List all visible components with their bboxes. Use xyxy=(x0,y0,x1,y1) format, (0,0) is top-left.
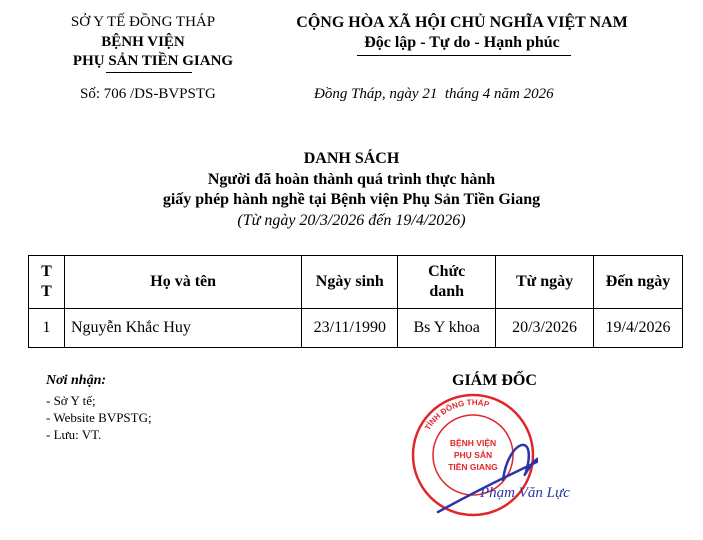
seal-text-line: BỆNH VIỆN xyxy=(449,438,497,448)
cell-to-date: 19/4/2026 xyxy=(594,309,683,348)
signer-name: Phạm Văn Lực xyxy=(480,485,570,501)
table-row xyxy=(29,309,683,348)
header-index: T T xyxy=(29,256,65,309)
signer-position: GIÁM ĐỐC xyxy=(452,372,537,389)
cell-title: Bs Y khoa xyxy=(398,309,496,348)
header-birthdate: Ngày sinh xyxy=(302,256,398,309)
cell-birthdate: 23/11/1990 xyxy=(302,309,398,348)
cell-name: Nguyễn Khắc Huy xyxy=(64,309,301,348)
document-subtitle-2: giấy phép hành nghề tại Bệnh viện Phụ Sản Tiền Giang xyxy=(162,191,541,208)
org-name-line1: BỆNH VIỆN xyxy=(101,34,185,50)
org-underline xyxy=(106,72,192,73)
recipients-title: Nơi nhận: xyxy=(46,373,107,388)
cell-from-date: 20/3/2026 xyxy=(496,309,594,348)
date-range: (Từ ngày 20/3/2026 đến 19/4/2026) xyxy=(237,212,466,229)
header-name: Họ và tên xyxy=(64,256,301,309)
seal-text-line: PHỤ SẢN xyxy=(453,450,493,460)
seal-ring-text: TỈNH ĐỒNG THÁP xyxy=(423,397,491,432)
org-parent: SỞ Y TẾ ĐỒNG THÁP xyxy=(70,14,216,30)
republic-title: CỘNG HÒA XÃ HỘI CHỦ NGHĨA VIỆT NAM xyxy=(296,14,628,31)
personnel-table xyxy=(28,255,683,348)
document-number: Số: 706 /DS-BVPSTG xyxy=(80,86,216,102)
recipient-item: - Lưu: VT. xyxy=(46,427,102,442)
header-title: Chức danh xyxy=(398,256,496,309)
table-header-row xyxy=(29,256,683,309)
document-title: DANH SÁCH xyxy=(303,150,400,167)
seal-text-line: TIỀN GIANG xyxy=(448,462,498,472)
motto: Độc lập - Tự do - Hạnh phúc xyxy=(364,34,560,51)
header-from-date: Từ ngày xyxy=(496,256,594,309)
org-name-line2: PHỤ SẢN TIỀN GIANG xyxy=(72,53,234,69)
recipient-item: - Sở Y tế; xyxy=(46,393,96,408)
motto-underline xyxy=(357,55,571,56)
header-to-date: Đến ngày xyxy=(594,256,683,309)
recipient-item: - Website BVPSTG; xyxy=(46,410,152,425)
place-date: Đồng Tháp, ngày 21 tháng 4 năm 2026 xyxy=(314,86,554,102)
cell-index: 1 xyxy=(29,309,65,348)
document-subtitle-1: Người đã hoàn thành quá trình thực hành xyxy=(207,171,496,188)
